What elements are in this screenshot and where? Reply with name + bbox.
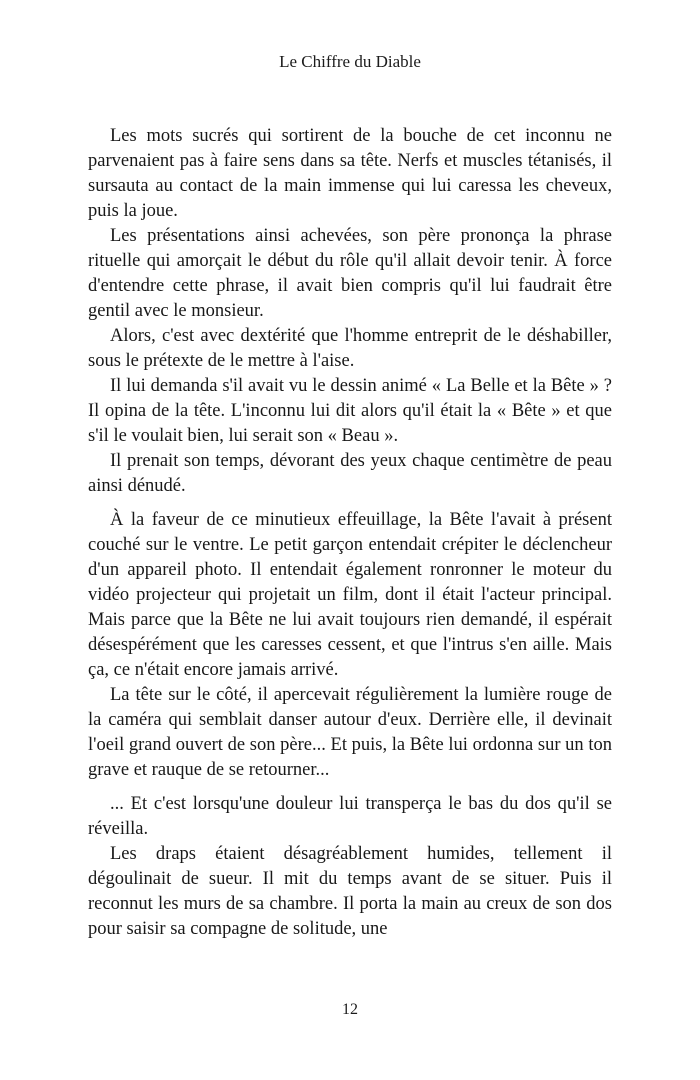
body-paragraph: Les draps étaient désagréablement humides, tellement il dégoulinait de sueur. Il mit du temps avant de se situer. Puis il reconnut les murs de sa chambre. Il porta la main au creux de son dos pour saisir sa compagne de solitude, une: [88, 844, 612, 939]
body-paragraph: La tête sur le côté, il apercevait régulièrement la lumière rouge de la caméra qui semblait danser autour d'eux. Derrière elle, il devinait l'oeil grand ouvert de son père... Et puis, la Bête lui ordonna sur un ton grave et rauque de se retourner...: [88, 685, 612, 780]
text-block: [88, 124, 612, 1004]
running-header: Le Chiffre du Diable: [279, 52, 421, 71]
body-paragraph: Les présentations ainsi achevées, son père prononça la phrase rituelle qui amorçait le début du rôle qu'il allait devoir tenir. À force d'entendre cette phrase, il avait bien compris qu'il lui faudrait être gentil avec le monsieur.: [88, 226, 612, 321]
body-paragraph: Les mots sucrés qui sortirent de la bouche de cet inconnu ne parvenaient pas à faire sens dans sa tête. Nerfs et muscles tétanisés, il sursauta au contact de la main immense qui lui caressa les cheveux, puis la joue.: [88, 126, 612, 221]
body-paragraph: Il prenait son temps, dévorant des yeux chaque centimètre de peau ainsi dénudé.: [88, 451, 612, 496]
page-number-folio: 12: [342, 1001, 358, 1018]
body-paragraph: Alors, c'est avec dextérité que l'homme entreprit de le déshabiller, sous le prétexte de le mettre à l'aise.: [88, 326, 612, 371]
body-paragraph: ... Et c'est lorsqu'une douleur lui transperça le bas du dos qu'il se réveilla.: [88, 794, 612, 839]
body-paragraph: À la faveur de ce minutieux effeuillage, la Bête l'avait à présent couché sur le ventre. Le petit garçon entendait crépiter le déclencheur d'un appareil photo. Il entendait également ronronner le moteur du vidéo projecteur qui projetait un film, dont il était l'acteur principal. Mais parce que la Bête ne lui avait toujours rien demandé, il espérait désespérément que les caresses cessent, et que l'intrus s'en aille. Mais ça, ce n'était encore jamais arrivé.: [88, 510, 612, 680]
body-paragraph: Il lui demanda s'il avait vu le dessin animé « La Belle et la Bête » ? Il opina de la tête. L'inconnu lui dit alors qu'il était la « Bête » et que s'il le voulait bien, lui serait son « Beau ».: [88, 376, 612, 446]
